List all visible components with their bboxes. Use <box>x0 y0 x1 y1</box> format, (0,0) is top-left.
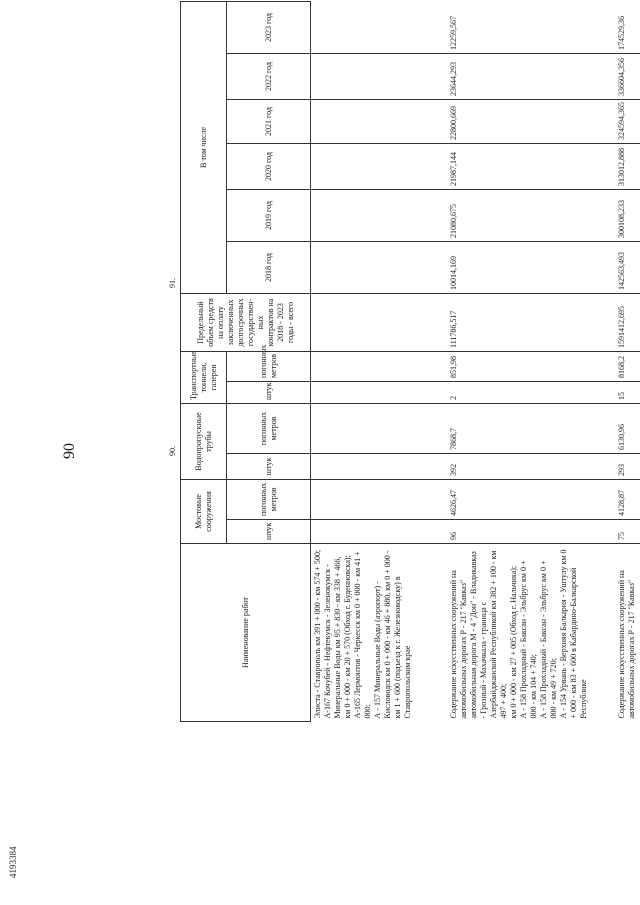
table-row <box>615 1 640 721</box>
header-bridges: Мостовые сооружения <box>181 480 227 544</box>
cell <box>311 382 447 404</box>
cell <box>311 454 447 480</box>
page-number: 90 <box>61 443 78 459</box>
cell: 336604,356 <box>615 54 640 100</box>
cell: 174529,36 <box>615 1 640 53</box>
cell: 21987,144 <box>447 144 615 190</box>
cell: 111786,517 <box>447 294 615 352</box>
row-name: Элиста - Ставрополь км 391 + 000 - км 574 + 500; А-167 Кочубей - Нефтекумск - Зеленокумск - Минеральные Воды км 95 + 830 - км 338 + 466, км 0 + 000 - км 20 + 570 (Обход г. Буденновска); А-165 Лермонтов - Черкесск км 0 + 000 - км 41 + 000; А - 157 Минеральные Воды (аэропорт) - Кисловодск км 0 + 000 - км 46 + 880, км 0 + 000 - км 1 + 600 (подъезд к г. Железноводску) в Ставропольском крае <box>313 549 412 719</box>
header-name: Наименование работ <box>181 544 311 722</box>
works-table <box>180 1 640 722</box>
cell: 851,98 <box>447 352 615 382</box>
header-year-2021: 2021 год <box>227 100 311 144</box>
header-tunnels: Транспортные тоннели, галереи <box>181 352 227 404</box>
cell: 75 <box>615 520 640 544</box>
cell <box>311 404 447 454</box>
header-pipes-count: штук <box>227 454 311 480</box>
cell: 1591412,695 <box>615 294 640 352</box>
rotated-table-container <box>180 2 636 722</box>
header-tunnels-meters: погонных метров <box>227 352 311 382</box>
header-including: В том числе <box>181 1 227 293</box>
table-row <box>447 1 615 721</box>
cell: 313012,888 <box>615 144 640 190</box>
cell <box>311 480 447 520</box>
cell <box>311 1 447 53</box>
document-id: 4193384 <box>8 846 18 878</box>
cell: 324594,365 <box>615 100 640 144</box>
header-pipes: Водопропускные трубы <box>181 404 227 480</box>
cell: 23644,293 <box>447 54 615 100</box>
header-year-2020: 2020 год <box>227 144 311 190</box>
header-year-2018: 2018 год <box>227 242 311 294</box>
header-limit: Предельный объем средств на оплату заключенных долгосрочных государствен-ных контрактов на 2018 - 2023 годы - всего <box>181 294 311 352</box>
header-year-2019: 2019 год <box>227 190 311 242</box>
cell <box>311 294 447 352</box>
header-pipes-meters: погонных метров <box>227 404 311 454</box>
cell: 2 <box>447 382 615 404</box>
cell: 300108,233 <box>615 190 640 242</box>
cell: 6130,96 <box>615 404 640 454</box>
cell: 4626,47 <box>447 480 615 520</box>
cell <box>311 100 447 144</box>
cell: 15 <box>615 382 640 404</box>
header-tunnels-count: штук <box>227 382 311 404</box>
cell: 4128,87 <box>615 480 640 520</box>
header-bridges-meters: погонных метров <box>227 480 311 520</box>
cell: 293 <box>615 454 640 480</box>
row-number-91: 91. <box>168 278 177 288</box>
row-number-90: 90. <box>168 446 177 456</box>
header-year-2022: 2022 год <box>227 54 311 100</box>
cell: 10014,169 <box>447 242 615 294</box>
row-name: Содержание искусственных сооружений на автомобильных дорогах Р - 217 "Кавказ" автомобильная дорога М - 4 "Дон" - Владикавказ - Грозный - Махачкала - граница с Азербайджанской Республикой км 382 + 100 - км 497 + 400; км 0 + 000 - км 27 + 005 (Обход г. Нальчика); А - 158 Прохладный - Баксан - Эльбрус км 0 + 000 - км 104 + 740; А - 158 Прохладный - Баксан - Эльбрус км 0 + 000 - км 49 + 720; А - 154 Урвань - Верхняя Балкария - Уштулу км 0 + 000 - км 83 + 600 в Кабардино-Балкарской Республике <box>448 549 588 719</box>
cell: 142563,493 <box>615 242 640 294</box>
cell <box>311 242 447 294</box>
cell: 392 <box>447 454 615 480</box>
cell <box>311 520 447 544</box>
cell: 7868,7 <box>447 404 615 454</box>
cell: 8168,2 <box>615 352 640 382</box>
cell: 21080,675 <box>447 190 615 242</box>
header-bridges-count: штук <box>227 520 311 544</box>
cell <box>311 144 447 190</box>
header-year-2023: 2023 год <box>227 1 311 53</box>
cell: 12259,567 <box>447 1 615 53</box>
table-row <box>311 1 447 721</box>
cell <box>311 54 447 100</box>
cell: 96 <box>447 520 615 544</box>
row-name: Содержание искусственных сооружений на автомобильных дорогах Р - 217 "Кавказ" <box>616 570 636 719</box>
cell: 22800,669 <box>447 100 615 144</box>
cell <box>311 190 447 242</box>
cell <box>311 352 447 382</box>
